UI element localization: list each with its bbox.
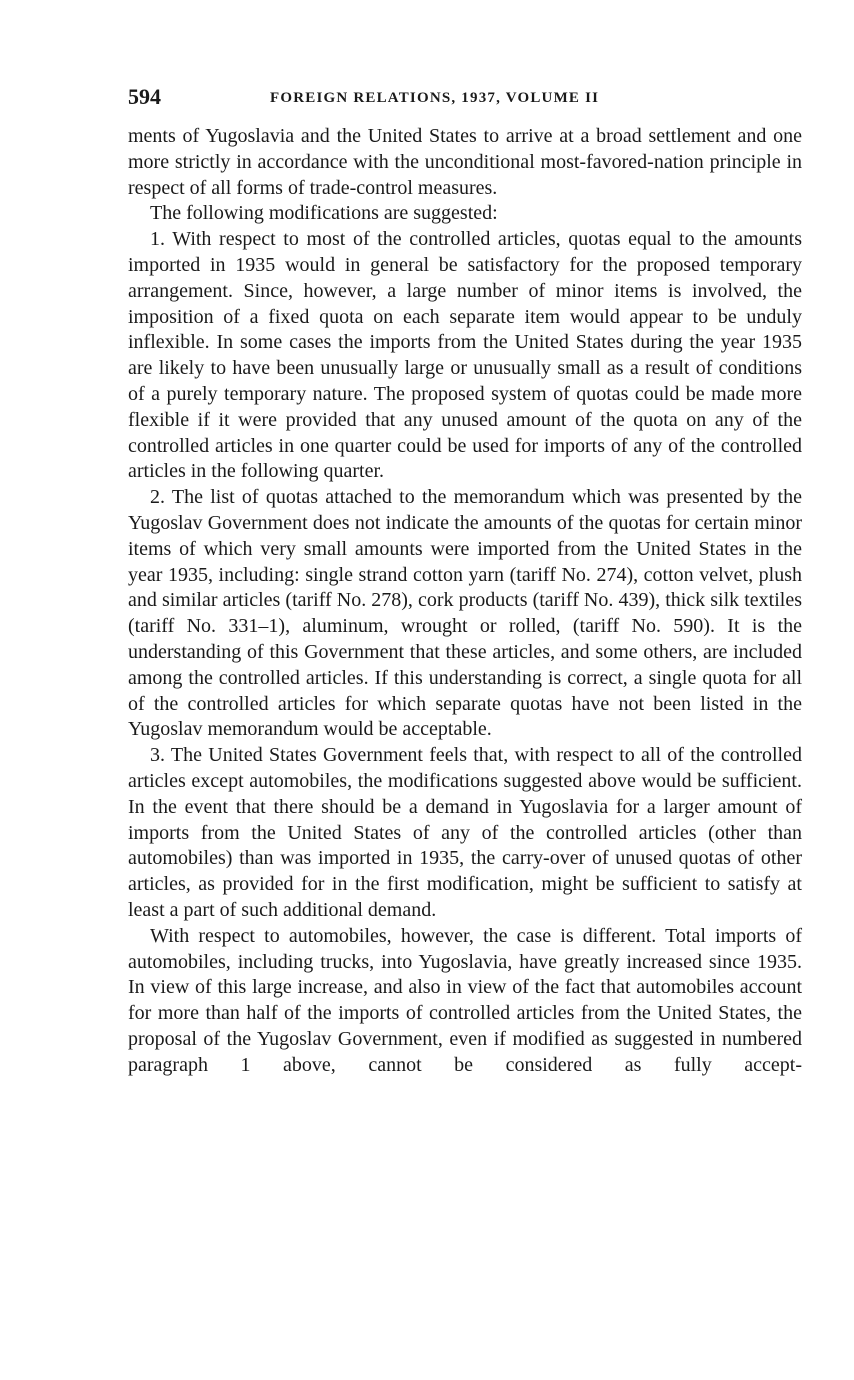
body-text: [128, 124, 802, 1078]
paragraph-point-2: 2. The list of quotas attached to the memorandum which was presented by the Yugoslav Government does not indicate the amounts of the quotas for certain minor items of which very small amounts were imported from the United States in the year 1935, including: single strand cotton yarn (tariff No. 274), cotton velvet, plush and similar articles (tariff No. 278), cork products (tariff No. 439), thick silk textiles (tariff No. 331–1), aluminum, wrought or rolled, (tariff No. 590). It is the understanding of this Government that these articles, and some others, are included among the controlled articles. If this understanding is correct, a single quota for all of the controlled articles for which separate quotas have not been listed in the Yugoslav memorandum would be acceptable.: [128, 486, 802, 741]
paragraph-modifications-intro: The following modifications are suggested:: [150, 202, 498, 225]
page-number: 594: [128, 84, 161, 109]
paragraph-point-3: 3. The United States Government feels that, with respect to all of the controlled articles except automobiles, the modifications suggested above would be sufficient. In the event that there should be a demand in Yugoslavia for a larger amount of imports from the United States of any of the controlled articles (other than automobiles) than was imported in 1935, the carry-over of unused quotas of other articles, as provided for in the first modification, might be sufficient to satisfy at least a part of such additional demand.: [128, 744, 802, 921]
paragraph-continuation: ments of Yugoslavia and the United States to arrive at a broad settlement and one more strictly in accordance with the unconditional most-favored-nation principle in respect of all forms of trade-control measures.: [128, 125, 802, 199]
paragraph-automobiles: With respect to automobiles, however, the case is different. Total imports of automobiles, including trucks, into Yugoslavia, have greatly increased since 1935. In view of this large increase, and also in view of the fact that automobiles account for more than half of the imports of controlled articles from the United States, the proposal of the Yugoslav Government, even if modified as suggested in numbered paragraph 1 above, cannot be considered as fully accept-: [128, 924, 802, 1076]
paragraph-point-1: 1. With respect to most of the controlled articles, quotas equal to the amounts imported in 1935 would in general be satisfactory for the proposed temporary arrangement. Since, however, a large number of minor items is involved, the imposition of a fixed quota on each separate item would appear to be unduly inflexible. In some cases the imports from the United States during the year 1935 are likely to have been unusually large or unusually small as a result of conditions of a purely temporary nature. The proposed system of quotas could be made more flexible if it were provided that any unused amount of the quota on any of the controlled articles in one quarter could be used for imports of any of the controlled articles in the following quarter.: [128, 228, 802, 483]
running-head: FOREIGN RELATIONS, 1937, VOLUME II: [270, 90, 600, 106]
page-header: [128, 84, 802, 114]
